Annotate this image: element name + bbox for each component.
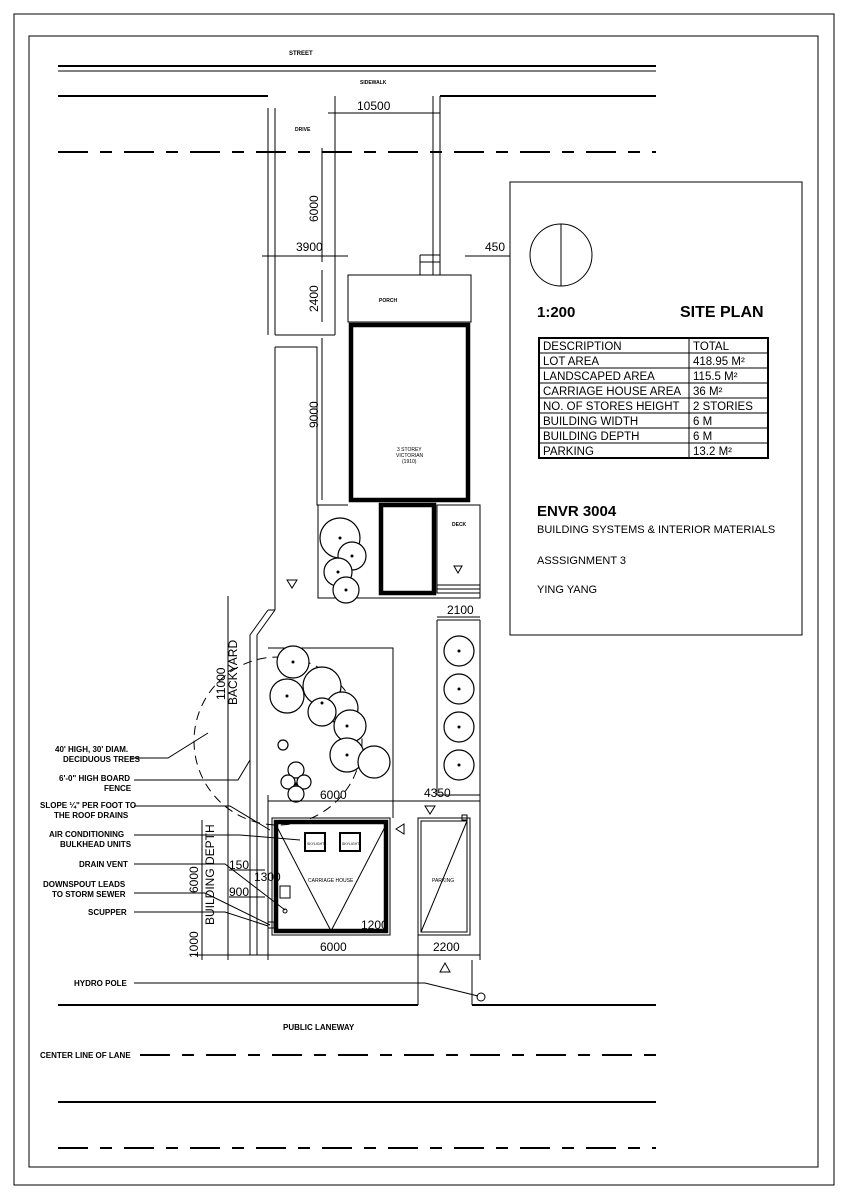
table-header: TOTAL [693,341,729,353]
callout-fence-2: FENCE [104,784,132,793]
callout-hydro-pole [74,979,478,996]
dim-deck-gap: 2100 [447,603,474,617]
table-cell: 115.5 M² [693,371,738,383]
parking-slope [421,821,467,932]
author-name: YING YANG [537,584,598,596]
callout-trees-2: DECIDUOUS TREES [63,755,140,764]
dim-carriage-width-bottom: 6000 [320,940,347,954]
deck [437,505,480,593]
dim-house-depth: 9000 [307,401,321,428]
house-label-2: VICTORIAN [396,453,424,459]
drive-label: DRIVE [295,127,311,133]
skylight-label: SKYLIGHT [307,842,325,846]
entry-arrow [425,806,435,814]
table-cell: LOT AREA [543,356,600,368]
entry-arrow [454,566,462,573]
callout-downspout-1: DOWNSPOUT LEADS [43,880,126,889]
carriage-house-label: CARRIAGE HOUSE [308,878,354,884]
callout-slope-1: SLOPE ¼" PER FOOT TO [40,801,137,810]
callout-scupper-text: SCUPPER [88,908,127,917]
dim-150: 150 [229,858,250,872]
house-label-1: 3 STOREY [397,447,422,453]
callout-drain-vent-text: DRAIN VENT [79,860,128,869]
callout-fence [59,760,250,793]
table-cell: NO. OF STORES HEIGHT [543,401,680,413]
entry-arrow [396,824,404,834]
backyard-label: BACKYARD [226,639,240,705]
course-code: ENVR 3004 [537,503,617,520]
building-depth-label: BUILDING DEPTH [203,824,217,925]
title-scale: 1:200 [537,304,576,321]
tree-row [444,636,474,780]
table-cell: BUILDING WIDTH [543,416,639,428]
dim-side-offset: 450 [485,240,506,254]
callout-center-line-text: CENTER LINE OF LANE [40,1051,131,1060]
callout-ac-1: AIR CONDITIONING [49,830,125,839]
parking-label: PARKING [432,878,455,884]
course-name: BUILDING SYSTEMS & INTERIOR MATERIALS [537,524,776,536]
table-cell: LANDSCAPED AREA [543,371,655,383]
board-fence [250,610,268,955]
callout-slope [40,801,270,830]
callout-ac-2: BULKHEAD UNITS [60,840,132,849]
callout-downspout-2: TO STORM SEWER [52,890,126,899]
summary-table [539,338,768,458]
outer-border [14,14,834,1185]
table-cell: CARRIAGE HOUSE AREA [543,386,682,398]
dim-1300: 1300 [254,870,281,884]
dim-drive-length: 6000 [307,195,321,222]
dim-drive-width: 3900 [296,240,323,254]
sidewalk-label: SIDEWALK [360,80,387,86]
house-label-3: (1910) [402,459,417,465]
callout-trees-1: 40' HIGH, 30' DIAM. [55,745,129,754]
table-cell: 36 M² [693,386,723,398]
rear-addition [381,505,434,593]
porch-label: PORCH [379,298,398,304]
dim-parking-offset: 4350 [424,786,451,800]
dim-rear-setback: 1000 [187,931,201,958]
callout-ac [49,830,300,849]
assignment-label: ASSSIGNMENT 3 [537,555,627,567]
table-cell: 6 M [693,416,713,428]
table-cell: 418.95 M² [693,356,745,368]
public-laneway-label: PUBLIC LANEWAY [283,1023,355,1032]
carriage-house-wall [276,822,386,931]
dim-1200: 1200 [361,918,388,932]
skylight-label: SKYLIGHT [342,842,360,846]
entry-arrow [440,963,450,972]
table-cell: 2 STORIES [693,401,753,413]
callout-trees [55,733,208,764]
inner-border [29,36,818,1167]
victorian-house [351,325,468,500]
porch [348,275,471,322]
callout-center-line [40,1051,131,1060]
deciduous-trees [270,646,390,778]
table-cell: 6 M [693,431,713,443]
shrub-group [320,518,366,603]
dim-parking-width: 2200 [433,940,460,954]
bulkhead-unit [280,886,290,898]
title-text: SITE PLAN [680,304,764,321]
table-cell: PARKING [543,446,594,458]
dim-900: 900 [229,885,250,899]
table-cell: BUILDING DEPTH [543,431,640,443]
small-shrub [281,762,311,802]
table-cell: 13.2 M² [693,446,732,458]
dim-backyard-depth: 11000 [214,667,228,700]
dim-building-depth: 6000 [187,866,201,893]
north-arrow [530,224,592,286]
callout-slope-2: THE ROOF DRAINS [54,811,129,820]
callout-fence-1: 6'-0" HIGH BOARD [59,774,131,783]
dim-carriage-width-top: 6000 [320,788,347,802]
hydro-pole [477,993,485,1001]
entry-arrow [287,580,297,588]
dim-lot-width: 10500 [357,99,391,113]
callout-hydro-pole-text: HYDRO POLE [74,979,127,988]
street-label: STREET [289,51,313,57]
table-header: DESCRIPTION [543,341,622,353]
dim-porch-depth: 2400 [307,285,321,312]
deck-label: DECK [452,522,467,528]
